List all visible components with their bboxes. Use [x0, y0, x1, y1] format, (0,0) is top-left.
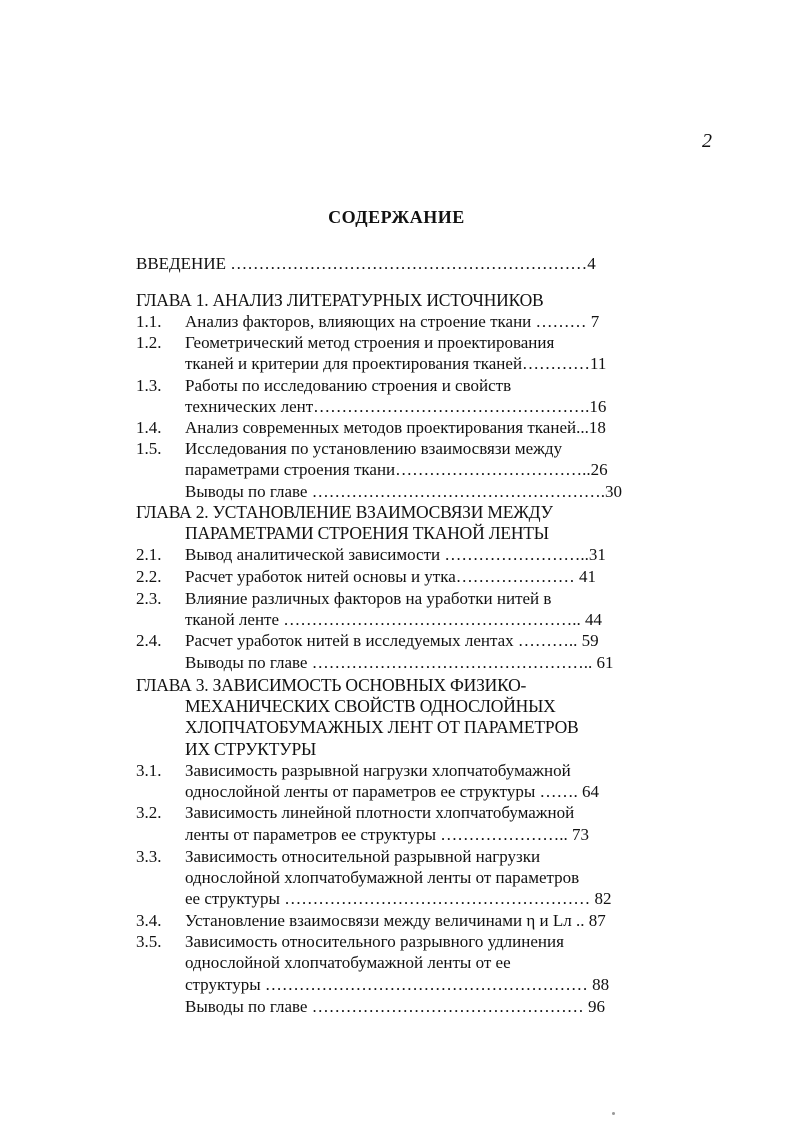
- toc-conclusions: Выводы по главе ………………………………………… 96: [185, 997, 605, 1016]
- toc-entry: Зависимость относительной разрывной нагрузки: [185, 847, 541, 866]
- toc-entry: Зависимость относительного разрывного удлинения: [185, 932, 564, 951]
- page-title: СОДЕРЖАНИЕ: [328, 207, 465, 227]
- chapter-2-title-cont: ПАРАМЕТРАМИ СТРОЕНИЯ ТКАНОЙ ЛЕНТЫ: [185, 523, 549, 543]
- toc-number: 3.1.: [136, 761, 162, 780]
- chapter-3-title-cont: МЕХАНИЧЕСКИХ СВОЙСТВ ОДНОСЛОЙНЫХ: [185, 696, 556, 716]
- toc-entry-cont: однослойной хлопчатобумажной ленты от ее: [185, 953, 511, 972]
- toc-number: 3.5.: [136, 932, 162, 951]
- page-number: 2: [702, 130, 712, 152]
- toc-entry-cont: ее структуры ……………………………………………… 82: [185, 889, 612, 908]
- toc-entry: Влияние различных факторов на уработки нитей в: [185, 589, 552, 608]
- chapter-2-title: ГЛАВА 2. УСТАНОВЛЕНИЕ ВЗАИМОСВЯЗИ МЕЖДУ: [136, 502, 553, 522]
- toc-conclusions: Выводы по главе ………………………………………….. 61: [185, 653, 614, 672]
- toc-entry-cont: тканей и критерии для проектирования тканей…………11: [185, 354, 607, 373]
- chapter-1-title: ГЛАВА 1. АНАЛИЗ ЛИТЕРАТУРНЫХ ИСТОЧНИКОВ: [136, 290, 544, 310]
- scan-speck: [612, 1112, 615, 1115]
- toc-entry: Анализ факторов, влияющих на строение ткани ……… 7: [185, 312, 600, 331]
- chapter-3-title-cont: ИХ СТРУКТУРЫ: [185, 739, 317, 759]
- toc-entry: Исследования по установлению взаимосвязи между: [185, 439, 563, 458]
- toc-number: 1.1.: [136, 312, 162, 331]
- toc-number: 2.4.: [136, 631, 162, 650]
- toc-entry-cont: ленты от параметров ее структуры ………………….. 73: [185, 825, 590, 844]
- toc-entry-cont: однослойной хлопчатобумажной ленты от параметров: [185, 868, 580, 887]
- chapter-3-title: ГЛАВА 3. ЗАВИСИМОСТЬ ОСНОВНЫХ ФИЗИКО-: [136, 675, 527, 695]
- toc-entry: Анализ современных методов проектирования тканей...18: [185, 418, 606, 437]
- toc-number: 3.4.: [136, 911, 162, 930]
- toc-entry: Работы по исследованию строения и свойств: [185, 376, 512, 395]
- toc-entry: Зависимость линейной плотности хлопчатобумажной: [185, 803, 575, 822]
- toc-number: 3.2.: [136, 803, 162, 822]
- toc-entry: Зависимость разрывной нагрузки хлопчатобумажной: [185, 761, 571, 780]
- toc-number: 3.3.: [136, 847, 162, 866]
- toc-entry-cont: тканой ленте …………………………………………….. 44: [185, 610, 603, 629]
- toc-entry: Геометрический метод строения и проектирования: [185, 333, 555, 352]
- toc-conclusions: Выводы по главе …………………………………………….30: [185, 482, 622, 501]
- toc-entry-cont: структуры ………………………………………………… 88: [185, 975, 610, 994]
- toc-number: 1.2.: [136, 333, 162, 352]
- toc-number: 2.2.: [136, 567, 162, 586]
- toc-entry: Расчет уработок нитей в исследуемых лентах ……….. 59: [185, 631, 599, 650]
- chapter-3-title-cont: ХЛОПЧАТОБУМАЖНЫХ ЛЕНТ ОТ ПАРАМЕТРОВ: [185, 717, 579, 737]
- toc-entry-cont: технических лент………………………………………….16: [185, 397, 607, 416]
- toc-entry-cont: однослойной ленты от параметров ее структуры ……. 64: [185, 782, 600, 801]
- toc-entry: Расчет уработок нитей основы и утка………………… 41: [185, 567, 597, 586]
- toc-number: 1.3.: [136, 376, 162, 395]
- toc-entry: Установление взаимосвязи между величинами η и Lл .. 87: [185, 911, 606, 930]
- toc-number: 2.1.: [136, 545, 162, 564]
- toc-number: 1.5.: [136, 439, 162, 458]
- toc-entry-cont: параметрами строения ткани……………………………..26: [185, 460, 608, 479]
- toc-number: 1.4.: [136, 418, 162, 437]
- toc-intro: ВВЕДЕНИЕ ………………………………………………………4: [136, 254, 596, 273]
- toc-number: 2.3.: [136, 589, 162, 608]
- toc-entry: Вывод аналитической зависимости ……………………..31: [185, 545, 606, 564]
